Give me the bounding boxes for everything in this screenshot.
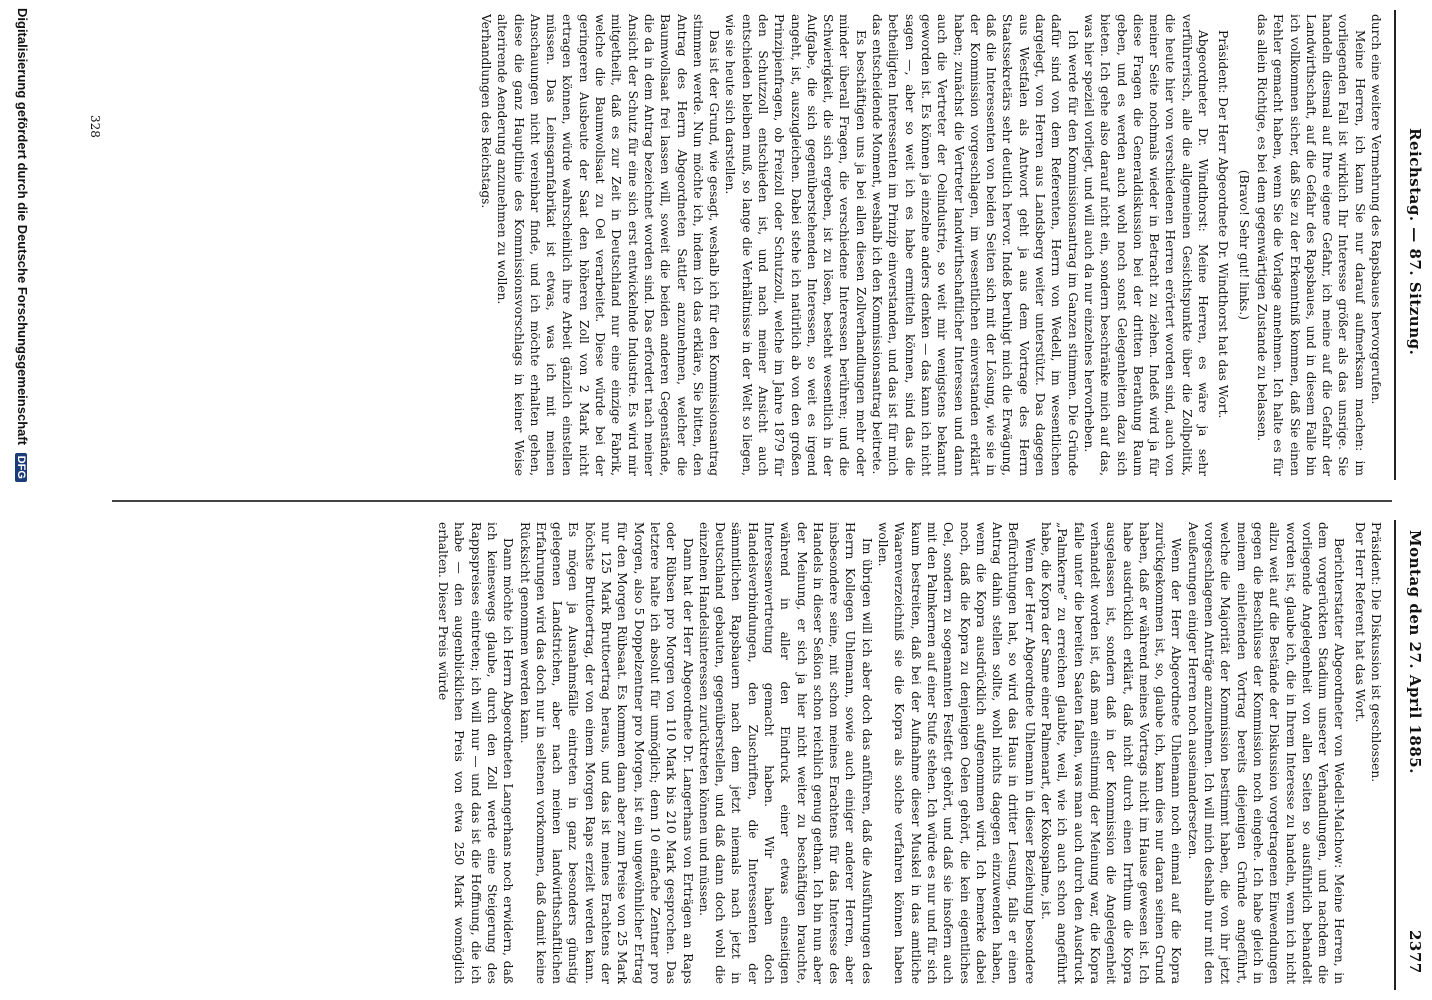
digitization-note bbox=[15, 8, 30, 482]
digitization-text: Digitalisierung gefördert durch die Deutsche Forschungsgemeinschaft bbox=[15, 8, 30, 446]
paragraph: Verhandlungen des Reichstags. bbox=[478, 14, 493, 209]
page-number: 2377 bbox=[1406, 930, 1424, 974]
header-rule-right bbox=[1394, 520, 1396, 990]
column-divider bbox=[112, 500, 1392, 502]
paragraph: Meine Herren, ich kann Sie nur darauf aufmerksam machen: im vorliegenden Fall ist wirklich Ihr Interesse größer als das unsrige. Sie handeln diesmal auf Ihre eigene Gefahr, ich meine auf die Gefahr der Landwirthschaft, auf die Gefahr des Rapsbaues, und in diesem Falle bin ich vollkommen sicher, daß Sie zu der Erkenntniß kommen, daß Sie einen Fehler gemacht haben, wenn Sie die Vorlage annehmen. Ich halte es für das allein Richtige, es bei dem gegenwärtigen Zustande zu belassen. bbox=[1254, 14, 1367, 476]
paragraph: Wenn der Herr Abgeordnete Uhlemann in dieser Beziehung besondere Befürchtungen hat, so wird das Haus in dritter Lesung, falls er einen Antrag dahin stellen sollte, wohl nichts dagegen einzuwenden haben, wenn die Kopra ausdrücklich aufgenommen wird. Ich bemerke dabei noch, daß die Kopra zu denjenigen Oelen gehört, die kein eigentliches Oel, sondern zu sogenannten Festfett gehört, und daß sie insofern auch mit den Palmkernen auf einer Stufe stehen. Ich würde es nur und für sich kaum bestreiten, daß bei der Aufnahme dieser Muskel in das amtliche Waarenverzeichniß sie die Kopra als solche verfahren können haben wollen. bbox=[876, 522, 1037, 984]
paragraph: durch eine weitere Vermehrung des Rapsbaues hervorgerufen. bbox=[1369, 14, 1383, 405]
running-header-left: Reichstag. — 87. Sitzung. bbox=[1406, 128, 1424, 356]
paragraph: Ich werde für den Kommissionsantrag im Ganzen stimmen. Die Gründe dafür sind von dem Referenten, Herrn von Wedell, im wesentlichen dargelegt, von Herren aus Landsberg weiter unterstützt. Das dagegen aus Westfalen als Antwort geht ja aus dem Vortrage des Herrn Staatssekretärs sehr deutlich hervor. Indeß beruhigt mich die Erwägung, daß die Interessenten von beiden Seiten sich mit der Lösung, wie sie in der Kommission vorgeschlagen, im wesentlichen einverstanden erklärt haben; zunächst die Vertreter landwirthschaftlicher Interessen und dann auch die Vertreter der Oelindustrie, so weit mir wenigstens bekannt geworden ist. Es können ja einzelne anders denken — das kann ich nicht sagen —, aber so weit ich es habe ermitteln können, sind das die betheiligten Interessenten im Prinzip einverstanden, und das ist für mich das entscheidende Moment, weshalb ich den Kommissionsantrag beitrete. bbox=[870, 14, 1080, 476]
paragraph: Dann hat der Herr Abgeordnete Dr. Langerhans von Erträgen an Raps oder Rübsen pro Morgen von 110 Mark bis 210 Mark gesprochen. Das letztere halte ich absolut für unmöglich; denn 10 einfache Zentner pro Morgen, also 5 Doppelzentner pro Morgen, ist ein ungewöhnlicher Ertrag für den Morgen Rübsaat. Es kommen dann aber zum Preise von 25 Mark nur 125 Mark Bruttoertrag heraus, und das ist meines Erachtens der höchste Bruttoertrag, der von einem Morgen Raps erzielt werden kann. Es mögen ja Ausnahmsfälle eintreten in ganz besonders günstig gelegenen Landstrichen, aber nach meinen landwirthschaftlichen Erfahrungen wird das doch nur in seltenen vorkommen, daß damit keine Rücksicht genommen werden kann. bbox=[517, 522, 695, 984]
header-rule-left bbox=[1394, 10, 1396, 480]
paragraph: Wenn der Herr Abgeordnete Uhlemann noch einmal auf die Kopra zurückgekommen ist, so, glaube ich, kann dies nur daran seinen Grund haben, daß er während meines Vortrags nicht im Hause gewesen ist. Ich habe ausdrücklich erklärt, daß nicht durch einen Irrthum die Kopra ausgelassen ist, sondern daß in der Kommission die Angelegenheit verhandelt worden ist, daß man einstimmig der Meinung war, die Kopra falle unter die bereiten Saaten fallen, was man auch durch den Ausdruck „Palmkerne“ zu erreichen glaubte, weil, wie ich auch schon angeführt habe, die Kopra der Same einer Palmenart, der Kokospalme, ist. bbox=[1039, 522, 1184, 984]
text-column-right bbox=[435, 522, 1384, 984]
paragraph: (Bravo! Sehr gut! links.) bbox=[1236, 169, 1251, 321]
paragraph: Präsident: Der Herr Abgeordnete Dr. Windthorst hat das Wort. bbox=[1216, 30, 1231, 419]
paragraph: Abgeordneter Dr. Windthorst: Meine Herren, es wäre ja sehr verführerisch, alle die allgemeinen Gesichtspunkte über die Zollpolitik, die heute hier von verschiedenen Herren erörtert worden sind, auch von meiner Seite nochmals wieder in Betracht zu ziehen. Indeß wird ja für diese Fragen die Generaldiskussion bei der dritten Berathung Raum geben, und es werden auch wohl noch sonst Gelegenheiten dazu sich bieten. Ich gehe also darauf nicht ein, sondern beschränke mich auf das, was hier speziell vorliegt, und will auch da nur einzelnes hervorheben. bbox=[1081, 14, 1211, 476]
paragraph: Das ist der Grund, wie gesagt, weshalb ich für den Kommissionsantrag stimmen werde. Nun möchte ich, indem ich das erkläre, Sie bitten, den Antrag des Herrn Abgeordneten Sattler anzunehmen, welcher die Baumwollsaat frei lassen will, soweit die beiden anderen Gegenstände, die da in dem Antrag bezeichnet worden sind. Das erfordert nach meiner Ansicht der Schutz für eine sich erst entwickelnde Industrie. Es wird mir mitgetheilt, daß es zur Zeit in Deutschland nur eine einzige Fabrik, welche die Baumwollsaat zu Oel verarbeitet. Diese würde bei der geringeren Ausbeute der Saat den höheren Zoll von 2 Mark nicht ertragen können, würde wahrscheinlich ihre Arbeit gänzlich einstellen müssen. Das Leinsgarnfabrikat ist etwas, was ich mit meinen Anschauungen nicht vereinbar finde, und ich möchte erhalten gehen, diese die ganz Hauptlinie des Kommissionsvorschlags in keiner Weise alterirende Aenderung anzunehmen zu wollen. bbox=[495, 14, 722, 476]
paragraph: Es beschäftigen uns ja bei allen diesen Zollverhandlungen mehr oder minder überall Fragen, die verschiedene Interessen berühren; und die Schwierigkeit, die sich ergeben, ist zu lösen, besteht wesentlich in der Aufgabe, die sich gegenüberstehenden Interessen, so weit es irgend angeht, ist, auszugleichen. Dabei stehe ich natürlich ab von den großen Prinzipienfragen, ob Freizoll oder Schutzzoll, welche im Jahre 1879 für den Schutzzoll entschieden ist, und nach meiner Ansicht auch entschieden bleiben muß, so lange die Verhältnisse in der Welt so liegen, wie sie heute sich darstellen. bbox=[723, 14, 868, 476]
paragraph: Der Herr Referent hat das Wort. bbox=[1352, 522, 1367, 723]
paragraph: Im übrigen will ich aber doch das anführen, daß die Ausführungen des Herrn Kollegen Uhlemann, sowie auch einiger anderer Herren, aber insbesondere seine, mit schon meines Erachtens für das Interesse des Handels in dieser Seßion schon reichlich genug gethan. Ich bin nun aber der Meinung, er sich ja hier nicht weiter zu beschäftigen brauchte, während in aller den Eindruck einer etwas einseitigen Interessenvertretung gemacht haben. Wir haben doch Handelsverbindungen, den Zuschriften, die Interessenten der sämmtlichen Rapsbauern nach dem jetzt niemals nach jetzt in Deutschland gebauten, gegenüberstellen, und daß dann doch wohl die einzelnen Handelsinteressen zurücktreten können und müssen. bbox=[696, 522, 874, 984]
paragraph: Präsident: Die Diskussion ist geschlossen. bbox=[1369, 522, 1383, 783]
text-column-left bbox=[478, 14, 1384, 476]
paragraph: Berichterstatter Abgeordneter von Wedell-Malchow: Meine Herren, in dem vorgerückten Stadium unserer Verhandlungen, und nachdem die vorliegende Angelegenheit von allen Seiten so ausführlich behandelt worden ist, glaube ich, die in Ihrem Interesse zu handeln, wenn ich nicht allzu weit auf die Bestände der Diskussion vorgetragenen Einwendungen gegen die Beschlüsse der Kommission noch eingehe. Ich habe gleich in meinem einleitenden Vortrag bereits diejenigen Gründe angeführt, welche die Majorität der Kommission bestimmt haben, die von ihr jetzt vorgeschlagenen Anträge anzunehmen. Ich will mich deshalb nur mit den Aeußerungen einiger Herren noch auseinandersetzen. bbox=[1185, 522, 1347, 984]
running-header-right: Montag den 27. April 1885. bbox=[1406, 530, 1424, 774]
dfg-logo: DFG bbox=[15, 453, 27, 482]
sheet-number: 328 bbox=[88, 115, 102, 138]
paragraph: Dann möchte ich Herrn Abgeordneten Langerhans noch erwidern, daß ich keineswegs glaube, durch den Zoll werde eine Steigerung des Rappspreises eintreten; ich will nur — und das ist die Hoffnung, die ich habe — den augenblicklichen Preis von etwa 250 Mark womöglich erhalten. Dieser Preis würde bbox=[436, 522, 516, 984]
